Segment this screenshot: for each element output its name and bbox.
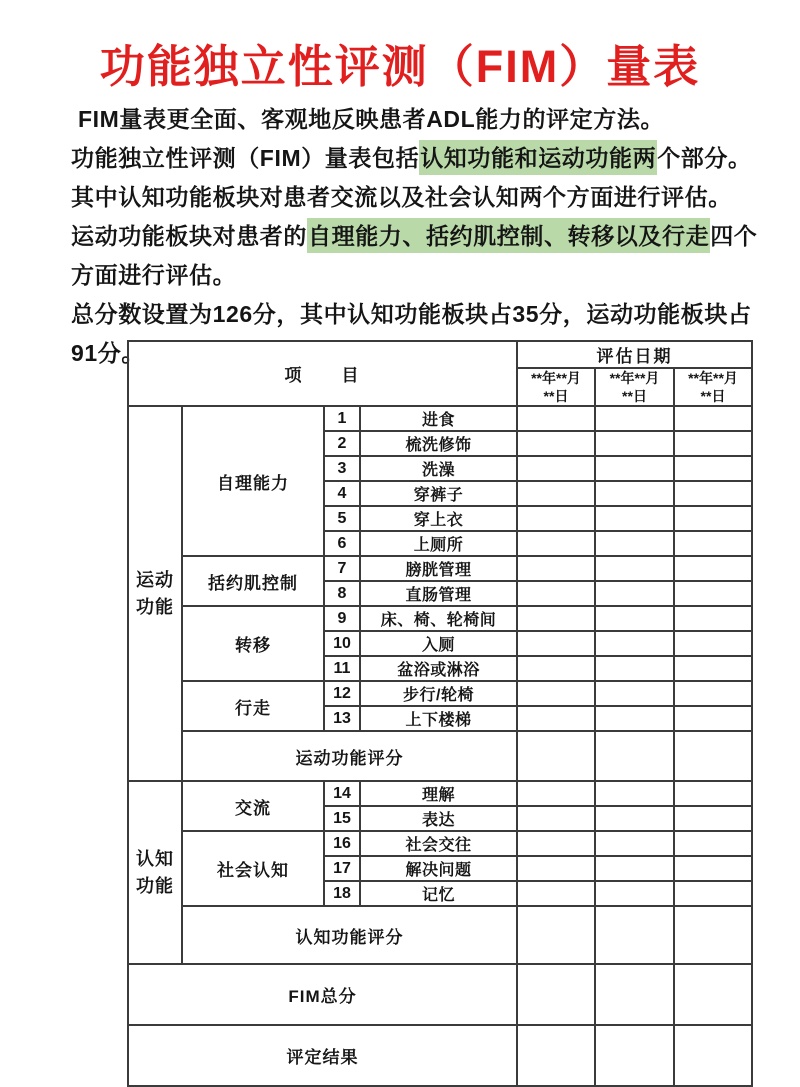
item-number: 5 — [324, 506, 360, 531]
highlight: 自理能力、括约肌控制、转移以及行走 — [307, 218, 710, 253]
date-line: **年**月 — [609, 370, 660, 386]
text-run: 个部分。 — [657, 145, 752, 171]
score-cell — [517, 606, 595, 631]
header-item: 项 目 — [128, 341, 517, 406]
score-cell — [595, 631, 674, 656]
score-cell — [674, 731, 752, 781]
text-run: 功能独立性评测（FIM）量表包括 — [71, 145, 420, 171]
item-label: 盆浴或淋浴 — [360, 656, 517, 681]
cognitive-score-row: 认知功能评分 — [182, 906, 517, 964]
category-communication: 交流 — [182, 781, 324, 831]
score-cell — [595, 856, 674, 881]
score-cell — [517, 964, 595, 1025]
item-number: 16 — [324, 831, 360, 856]
item-label: 解决问题 — [360, 856, 517, 881]
score-cell — [674, 531, 752, 556]
date-line: **年**月 — [688, 370, 738, 386]
score-cell — [595, 531, 674, 556]
item-label: 入厕 — [360, 631, 517, 656]
text-run: 总分数设置为126分，其中认知功能板块占35分，运动功能板块占 — [71, 301, 752, 327]
text-run: 运动功能板块对患者的 — [71, 223, 307, 249]
intro-line — [71, 178, 771, 217]
item-label: 膀胱管理 — [360, 556, 517, 581]
score-cell — [595, 456, 674, 481]
item-label: 理解 — [360, 781, 517, 806]
score-cell — [517, 731, 595, 781]
score-cell — [674, 1025, 752, 1086]
category-social-cognition: 社会认知 — [182, 831, 324, 906]
item-number: 8 — [324, 581, 360, 606]
score-cell — [517, 706, 595, 731]
score-cell — [674, 964, 752, 1025]
category-transfer: 转移 — [182, 606, 324, 681]
date-line: **日 — [543, 388, 569, 404]
date-line: **日 — [622, 388, 647, 404]
item-label: 床、椅、轮椅间 — [360, 606, 517, 631]
item-label: 记忆 — [360, 881, 517, 906]
date-line: **日 — [700, 388, 726, 404]
score-cell — [674, 681, 752, 706]
score-cell — [517, 631, 595, 656]
score-cell — [517, 806, 595, 831]
score-cell — [595, 706, 674, 731]
item-label: 穿裤子 — [360, 481, 517, 506]
score-cell — [674, 606, 752, 631]
score-cell — [517, 681, 595, 706]
item-number: 17 — [324, 856, 360, 881]
score-cell — [595, 681, 674, 706]
score-cell — [674, 656, 752, 681]
group-label: 认知功能 — [135, 849, 174, 896]
score-cell — [674, 906, 752, 964]
item-number: 6 — [324, 531, 360, 556]
item-label: 直肠管理 — [360, 581, 517, 606]
score-cell — [674, 706, 752, 731]
score-cell — [517, 456, 595, 481]
score-cell — [595, 1025, 674, 1086]
score-cell — [595, 964, 674, 1025]
score-cell — [517, 1025, 595, 1086]
score-cell — [595, 831, 674, 856]
score-cell — [674, 456, 752, 481]
group-cognitive-function — [128, 781, 182, 964]
score-cell — [595, 506, 674, 531]
header-date-2 — [595, 368, 674, 406]
score-cell — [517, 506, 595, 531]
item-label: 穿上衣 — [360, 506, 517, 531]
score-cell — [674, 506, 752, 531]
highlight: 认知功能和运动功能两 — [419, 140, 657, 175]
score-cell — [595, 556, 674, 581]
score-cell — [517, 581, 595, 606]
score-cell — [674, 781, 752, 806]
item-number: 10 — [324, 631, 360, 656]
item-number: 11 — [324, 656, 360, 681]
score-cell — [674, 406, 752, 431]
header-date-3 — [674, 368, 752, 406]
category-sphincter-control: 括约肌控制 — [182, 556, 324, 606]
item-label: 洗澡 — [360, 456, 517, 481]
score-cell — [595, 606, 674, 631]
score-cell — [595, 431, 674, 456]
score-cell — [517, 531, 595, 556]
score-cell — [517, 481, 595, 506]
category-selfcare: 自理能力 — [182, 406, 324, 556]
score-cell — [517, 431, 595, 456]
item-label: 社会交往 — [360, 831, 517, 856]
item-number: 1 — [324, 406, 360, 431]
item-number: 9 — [324, 606, 360, 631]
item-number: 18 — [324, 881, 360, 906]
item-number: 14 — [324, 781, 360, 806]
group-motor-function — [128, 406, 182, 781]
item-label: 上下楼梯 — [360, 706, 517, 731]
category-walking: 行走 — [182, 681, 324, 731]
score-cell — [517, 656, 595, 681]
item-label: 进食 — [360, 406, 517, 431]
score-cell — [595, 656, 674, 681]
score-cell — [674, 556, 752, 581]
item-number: 7 — [324, 556, 360, 581]
intro-line — [71, 217, 771, 256]
item-number: 2 — [324, 431, 360, 456]
text-run: 四个 — [710, 223, 758, 249]
item-label: 上厕所 — [360, 531, 517, 556]
intro-line — [71, 139, 771, 178]
score-cell — [674, 581, 752, 606]
group-label: 运动功能 — [135, 570, 174, 617]
date-line: **年**月 — [531, 370, 581, 386]
item-number: 15 — [324, 806, 360, 831]
score-cell — [517, 556, 595, 581]
score-cell — [517, 781, 595, 806]
item-label: 表达 — [360, 806, 517, 831]
text-run: 91分。 — [71, 340, 145, 366]
header-date-1 — [517, 368, 595, 406]
score-cell — [595, 906, 674, 964]
score-cell — [595, 731, 674, 781]
score-cell — [595, 581, 674, 606]
fim-table — [127, 340, 753, 1087]
item-label: 梳洗修饰 — [360, 431, 517, 456]
item-number: 13 — [324, 706, 360, 731]
score-cell — [674, 831, 752, 856]
score-cell — [517, 406, 595, 431]
score-cell — [517, 906, 595, 964]
score-cell — [674, 631, 752, 656]
page-title: 功能独立性评测（FIM）量表 — [99, 41, 701, 92]
score-cell — [517, 881, 595, 906]
result-row: 评定结果 — [128, 1025, 517, 1086]
intro-line — [71, 100, 771, 139]
score-cell — [517, 856, 595, 881]
score-cell — [595, 406, 674, 431]
fim-total-row: FIM总分 — [128, 964, 517, 1025]
item-label: 步行/轮椅 — [360, 681, 517, 706]
score-cell — [674, 481, 752, 506]
score-cell — [517, 831, 595, 856]
item-number: 12 — [324, 681, 360, 706]
intro-line — [71, 295, 771, 334]
score-cell — [674, 806, 752, 831]
score-cell — [674, 431, 752, 456]
text-run: 其中认知功能板块对患者交流以及社会认知两个方面进行评估。 — [71, 184, 732, 210]
score-cell — [595, 781, 674, 806]
score-cell — [674, 881, 752, 906]
intro-line — [71, 256, 771, 295]
text-run: 方面进行评估。 — [71, 262, 237, 288]
score-cell — [674, 856, 752, 881]
score-cell — [595, 481, 674, 506]
item-number: 3 — [324, 456, 360, 481]
motor-score-row: 运动功能评分 — [182, 731, 517, 781]
score-cell — [595, 806, 674, 831]
score-cell — [595, 881, 674, 906]
text-run: FIM量表更全面、客观地反映患者ADL能力的评定方法。 — [71, 106, 665, 132]
intro-paragraph — [71, 100, 771, 373]
item-number: 4 — [324, 481, 360, 506]
header-assessment-date: 评估日期 — [517, 341, 752, 368]
